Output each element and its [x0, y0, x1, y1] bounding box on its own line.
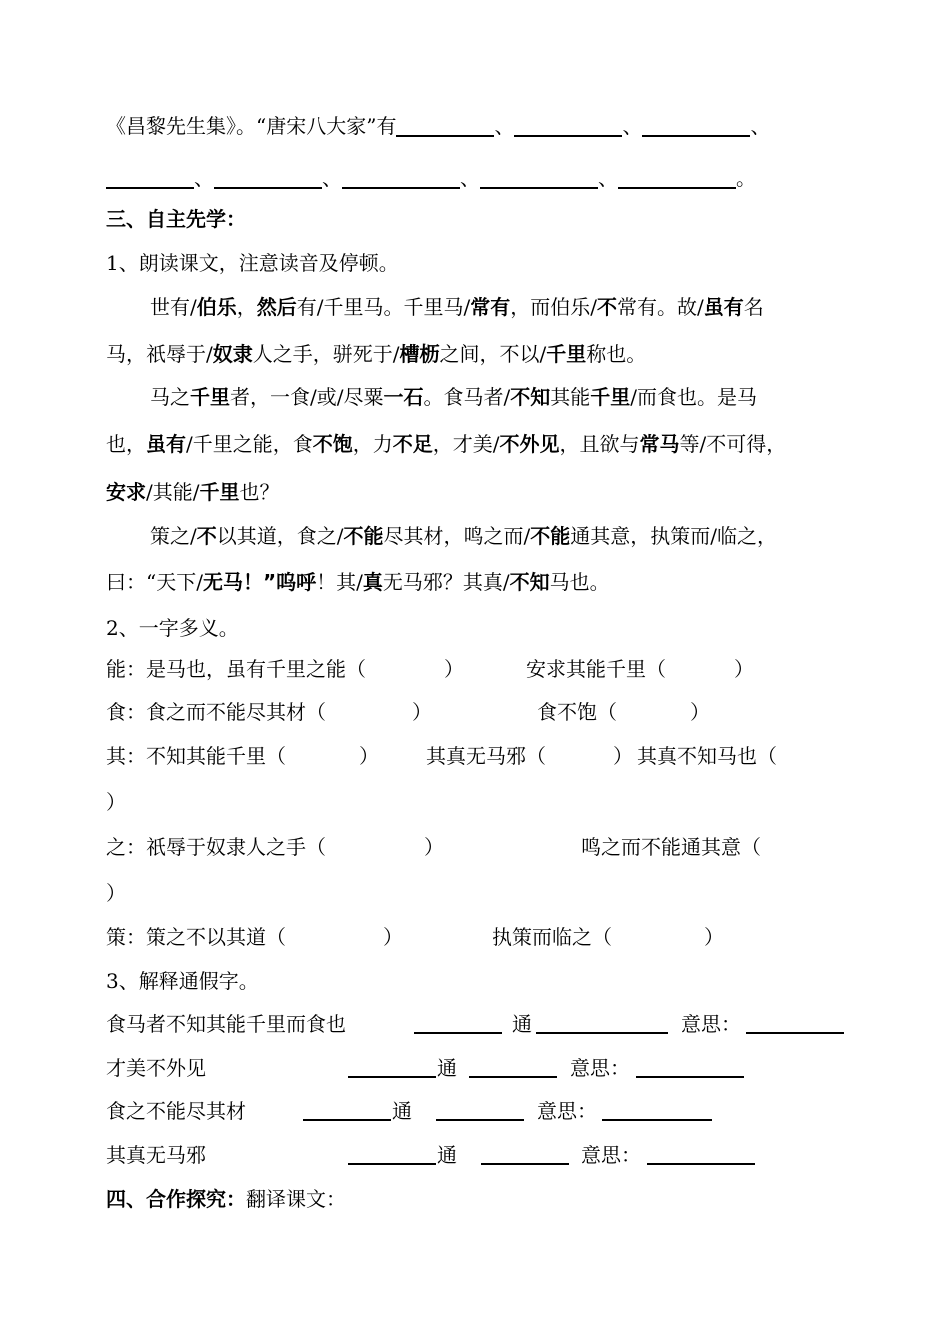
- text-run: /千里之能，食: [186, 432, 313, 456]
- blank: [618, 167, 736, 189]
- passage-line: [150, 293, 764, 321]
- text-run: 人之手，骈死于/: [252, 342, 400, 366]
- close-paren: ）: [359, 744, 379, 768]
- text-run: 之间，不以/: [439, 342, 547, 366]
- passage-line: [106, 478, 279, 506]
- bold-word: 千里: [190, 385, 230, 409]
- bold-word: 常马: [639, 432, 680, 456]
- passage-line: [150, 522, 777, 550]
- answer-blank: [647, 1163, 755, 1165]
- answer-blank: [469, 1076, 557, 1078]
- section-3-title: 三、自主先学：: [106, 207, 246, 231]
- text-run: 名: [743, 295, 764, 319]
- bold-word: 无马！”呜呼: [202, 570, 317, 594]
- close-paren: ）: [106, 881, 126, 905]
- answer-blank: [481, 1163, 569, 1165]
- q3-title: 3、解释通假字。: [106, 969, 259, 993]
- answer-blank: [602, 1119, 712, 1121]
- bold-word: 奴隶: [212, 342, 253, 366]
- text-run: 尽其材，鸣之而/: [383, 524, 531, 548]
- meaning-label: 意思：: [581, 1143, 641, 1167]
- neng-item-1: 能：是马也，虽有千里之能（: [106, 657, 366, 681]
- passage-line: [106, 430, 786, 458]
- close-paren: ）: [690, 700, 710, 724]
- bold-word: 安求: [106, 480, 146, 504]
- bold-word: 虽有: [703, 295, 744, 319]
- answer-blank: [436, 1119, 524, 1121]
- text-run: ，且欲与: [559, 432, 640, 456]
- bold-word: 千里: [199, 480, 240, 504]
- close-paren: ）: [106, 790, 126, 814]
- answer-blank: [414, 1032, 502, 1034]
- tong-label: 通: [392, 1099, 412, 1123]
- bold-word: 不: [596, 295, 617, 319]
- intro-line-2: 、 、 、 、 。: [106, 164, 756, 192]
- meaning-label: 意思：: [537, 1099, 597, 1123]
- text-run: 以其道，食之/: [216, 524, 344, 548]
- text-run: 曰：“天下/: [106, 570, 203, 594]
- text-run: 马，祇辱于/: [106, 342, 213, 366]
- blank: [342, 167, 460, 189]
- tong-label: 通: [512, 1012, 532, 1036]
- text-run: /其能/: [146, 480, 200, 504]
- answer-blank: [536, 1032, 668, 1034]
- blank: [214, 167, 322, 189]
- zhi-item-2: 鸣之而不能通其意（: [581, 835, 761, 859]
- text-run: ，而伯乐/: [510, 295, 597, 319]
- close-paren: ）: [613, 744, 633, 768]
- text-run: 。食马者/: [423, 385, 511, 409]
- close-paren: ）: [734, 657, 754, 681]
- text-run: 等/不可得，: [679, 432, 787, 456]
- q2-title: 2、一字多义。: [106, 616, 239, 640]
- bold-word: 不知: [510, 385, 551, 409]
- blank: [396, 115, 494, 137]
- text-run: ，: [236, 295, 257, 319]
- text-run: 也，: [106, 432, 146, 456]
- text-run: ，力: [352, 432, 393, 456]
- text-run: ！其/: [316, 570, 363, 594]
- ce-item-2: 执策而临之（: [492, 925, 612, 949]
- bold-word: 一石: [383, 385, 424, 409]
- tongjia-phrase: 才美不外见: [106, 1056, 206, 1080]
- text-run: 策之/: [150, 524, 197, 548]
- passage-line: [150, 383, 757, 411]
- qi-item-1: 其：不知其能千里（: [106, 744, 286, 768]
- tongjia-phrase: 其真无马邪: [106, 1143, 206, 1167]
- tong-label: 通: [437, 1056, 457, 1080]
- answer-blank: [348, 1163, 436, 1165]
- passage-line: [106, 568, 610, 596]
- ce-item-1: 策：策之不以其道（: [106, 925, 286, 949]
- text-run: 有/千里马。千里马/: [296, 295, 471, 319]
- shi-item-1: 食：食之而不能尽其材（: [106, 700, 326, 724]
- bold-word: 然后: [256, 295, 297, 319]
- blank: [480, 167, 598, 189]
- bold-word: 槽枥: [399, 342, 440, 366]
- answer-blank: [348, 1076, 436, 1078]
- tongjia-phrase: 食马者不知其能千里而食也: [106, 1012, 346, 1036]
- bold-word: 不: [196, 524, 217, 548]
- neng-item-2: 安求其能千里（: [526, 657, 666, 681]
- qi-item-2: 其真无马邪（: [426, 744, 546, 768]
- bold-word: 不能: [343, 524, 384, 548]
- text-run: 无马邪？其真/: [382, 570, 510, 594]
- answer-blank: [746, 1032, 844, 1034]
- text-run: 马也。: [549, 570, 610, 594]
- shi-item-2: 食不饱（: [537, 700, 617, 724]
- zhi-item-1: 之：祇辱于奴隶人之手（: [106, 835, 326, 859]
- text-run: 称也。: [586, 342, 647, 366]
- intro-line-1: 《昌黎先生集》。“唐宋八大家”有 、 、 、: [106, 114, 771, 138]
- bold-word: 常有: [470, 295, 511, 319]
- text-run: 世有/: [150, 295, 197, 319]
- tongjia-phrase: 食之不能尽其材: [106, 1099, 246, 1123]
- bold-word: 千里: [546, 342, 587, 366]
- blank: [642, 115, 750, 137]
- close-paren: ）: [383, 925, 403, 949]
- text-run: /而食也。是马: [630, 385, 757, 409]
- answer-blank: [636, 1076, 744, 1078]
- bold-word: 不足: [392, 432, 433, 456]
- text-run: 常有。故/: [616, 295, 704, 319]
- bold-word: 虽有: [146, 432, 186, 456]
- text-run: ，才美/: [432, 432, 500, 456]
- bold-word: 不能: [530, 524, 571, 548]
- q1-title: 1、朗读课文，注意读音及停顿。: [106, 251, 399, 275]
- bold-word: 真: [362, 570, 383, 594]
- close-paren: ）: [444, 657, 464, 681]
- section-4-title: 四、合作探究：翻译课文：: [106, 1187, 346, 1211]
- close-paren: ）: [424, 835, 444, 859]
- text-run: 其能: [550, 385, 591, 409]
- answer-blank: [303, 1119, 391, 1121]
- bold-word: 不知: [509, 570, 550, 594]
- meaning-label: 意思：: [681, 1012, 741, 1036]
- blank: [514, 115, 622, 137]
- tong-label: 通: [437, 1143, 457, 1167]
- text-run: 者，一食/或/尽粟: [230, 385, 384, 409]
- close-paren: ）: [704, 925, 724, 949]
- bold-word: 千里: [590, 385, 631, 409]
- text-run: 通其意，执策而/临之，: [570, 524, 777, 548]
- blank: [106, 167, 194, 189]
- bold-word: 不饱: [312, 432, 353, 456]
- qi-item-3: 其真不知马也（: [637, 744, 777, 768]
- text-run: 马之: [150, 385, 190, 409]
- close-paren: ）: [412, 700, 432, 724]
- bold-word: 伯乐: [196, 295, 237, 319]
- text-run: 也？: [239, 480, 280, 504]
- meaning-label: 意思：: [570, 1056, 630, 1080]
- bold-word: 不外见: [499, 432, 560, 456]
- passage-line: [106, 340, 646, 368]
